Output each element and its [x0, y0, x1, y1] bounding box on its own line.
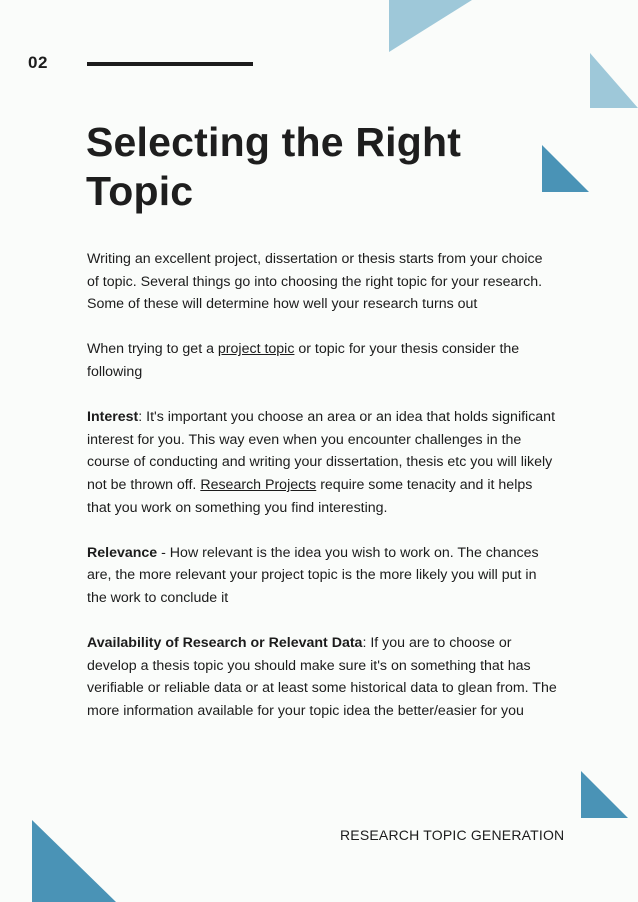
consider-paragraph: [87, 338, 557, 383]
project-topic-link[interactable]: project topic: [217, 341, 295, 358]
interest-label: Interest: [87, 409, 139, 426]
consider-prefix: When trying to get a: [87, 341, 218, 358]
page-number: 02: [28, 53, 48, 72]
triangle-right-middle: [542, 145, 589, 192]
intro-paragraph: Writing an excellent project, dissertation or thesis starts from your choice of topic. Several things go into choosing the right topic for your research. Some of these will determine how well your research turns out: [87, 251, 543, 313]
footer-label: RESEARCH TOPIC GENERATION: [340, 827, 565, 843]
triangle-top-center: [389, 0, 472, 52]
interest-paragraph: [87, 406, 557, 519]
availability-label: Availability of Research or Relevant Data: [87, 635, 363, 652]
triangle-bottom-right: [581, 771, 628, 818]
interest-text-b: require some tenacity and it helps that you work on something you find interesting.: [87, 476, 533, 516]
research-projects-link[interactable]: Research Projects: [200, 476, 317, 493]
availability-text: : If you are to choose or develop a thesis topic you should make sure it's on something that has verifiable or reliable data or at least some historical data to glean from. The more information available for your topic idea the better/easier for you: [87, 635, 557, 719]
consider-suffix: or topic for your thesis consider the following: [87, 341, 520, 380]
triangle-top-right: [590, 53, 638, 108]
relevance-paragraph: [87, 542, 557, 610]
interest-text-a: : It's important you choose an area or an idea that holds significant interest for you. This way even when you encounter challenges in the course of conducting and writing your dissertation, thesis etc you will likely not be thrown off.: [87, 409, 556, 493]
relevance-text: - How relevant is the idea you wish to work on. The chances are, the more relevant your project topic is the more likely you will put in the work to conclude it: [87, 544, 539, 606]
triangle-bottom-left: [32, 820, 116, 902]
availability-paragraph: [87, 632, 557, 722]
body-text: [87, 248, 557, 745]
relevance-label: Relevance: [87, 544, 158, 561]
page-title: Selecting the Right Topic: [86, 119, 462, 214]
header-divider: [87, 62, 253, 66]
